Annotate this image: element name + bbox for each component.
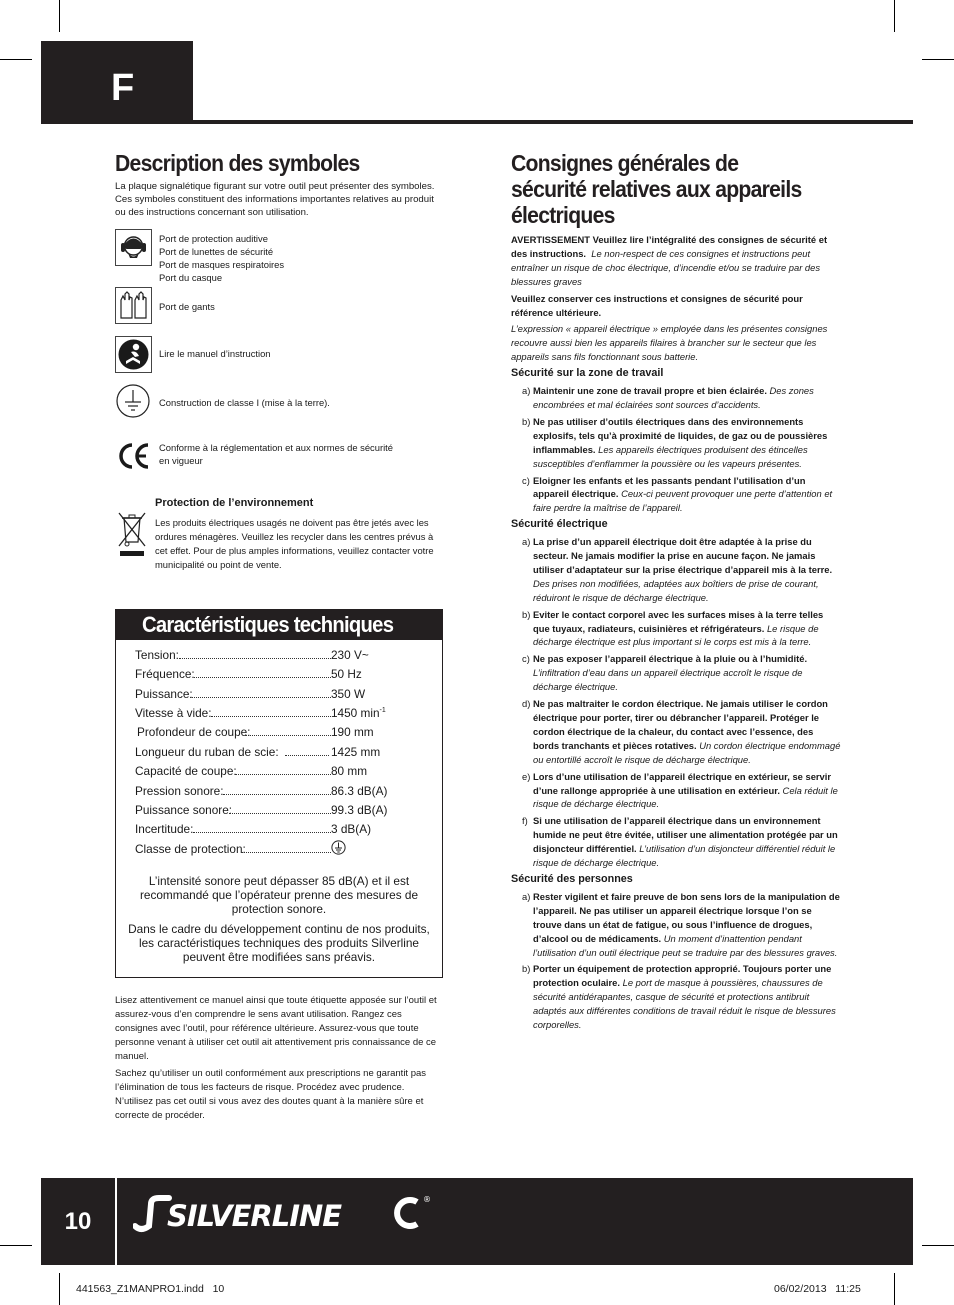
safety-item <box>511 814 841 870</box>
specs-box <box>115 609 443 978</box>
safety-item <box>511 890 841 960</box>
registered-mark: ® <box>423 1195 431 1204</box>
item-letter: c) <box>522 474 530 486</box>
specs-change-note: Dans le cadre du développement continu de nos produits, les caractéristiques techniques des produits Silverline peuvent être modifiées sans préavis. <box>128 922 430 964</box>
definition-italic: L’expression « appareil électrique » employée dans les présentes consignes recouvre aussi bien les appareils filaires à brancher sur le secteur que les appareils sans fils fonctionnant sous batterie. <box>511 323 828 363</box>
crop-mark <box>59 0 60 32</box>
safety-item <box>511 384 841 412</box>
safety-item <box>511 697 841 767</box>
silverline-logo <box>133 1192 433 1236</box>
section-heading: Sécurité des personnes <box>511 872 633 885</box>
spec-leader <box>229 803 331 814</box>
specs-header <box>116 610 442 640</box>
symbol-text: Lire le manuel d’instruction <box>159 348 271 359</box>
safety-item <box>511 535 841 605</box>
symbol-text: Port de gants <box>159 301 215 312</box>
print-slug-date: 06/02/2013 11:25 <box>774 1283 861 1295</box>
crop-mark <box>59 1273 60 1305</box>
spec-value: 230 V~ <box>331 648 369 662</box>
spec-label: Profondeur de coupe: <box>137 725 251 739</box>
specs-title: Caractéristiques techniques <box>142 612 394 637</box>
keep-bold: Veuillez conserver ces instructions et consignes de sécurité pour référence ultérieure. <box>511 292 803 318</box>
environment-text: Les produits électriques usagés ne doivent pas être jetés avec les ordures ménagères. Veuillez les recycler dans les centres prévus à cet effet. Pour de plus amples informations, veuillez contacter votre municipalité ou point de vente. <box>155 517 434 570</box>
item-bold: Maintenir une zone de travail propre et bien éclairée. <box>533 385 767 397</box>
spec-value: 86.3 dB(A) <box>331 784 388 798</box>
item-letter: b) <box>522 608 531 620</box>
spec-leader <box>285 745 329 756</box>
safety-title: Consignes générales de sécurité relatives aux appareils électriques <box>511 150 802 228</box>
item-italic: Un cordon électrique endommagé ou entortillé accroît le risque de décharge électrique. <box>533 739 841 765</box>
print-slug-file: 441563_Z1MANPRO1.indd 10 <box>76 1283 225 1295</box>
spec-value: 350 W <box>331 687 366 701</box>
warning-bold: AVERTISSEMENT Veuillez lire l’intégralité des consignes de sécurité et des instructions. <box>511 234 828 259</box>
spec-label: Classe de protection: <box>135 842 246 856</box>
language-tab-letter: F <box>111 67 135 109</box>
item-bold: Ne pas maltraiter le cordon électrique. Ne jamais utiliser le cordon électrique pour porter, tirer ou débrancher l’appareil. Protéger le cordon électrique de la chaleur, du contact avec l’essence, des bords tranchants et pièces rotatives. <box>533 698 828 751</box>
page-number: 10 <box>64 1207 92 1235</box>
section-heading: Sécurité électrique <box>511 518 608 531</box>
item-italic: Des prises non modifiées, adaptées aux boîtiers de prise de courant, réduiront le risque de décharge électrique. <box>533 577 819 603</box>
symbol-line: Port du casque <box>159 272 223 283</box>
safety-item <box>511 652 841 694</box>
spec-value: 1425 mm <box>331 745 381 759</box>
ppe-icon <box>115 229 152 266</box>
weee-bin-icon <box>115 510 149 558</box>
item-bold: Porter un équipement de protection approprié. Toujours porter une protection oculaire. <box>533 963 832 989</box>
item-italic: Ceux-ci peuvent provoquer une perte d’attention et faire perdre la maîtrise de l’appareil. <box>533 488 833 514</box>
language-tab <box>41 41 193 124</box>
item-letter: f) <box>522 815 528 827</box>
section-heading: Sécurité sur la zone de travail <box>511 367 664 380</box>
item-letter: b) <box>522 415 531 427</box>
spec-leader <box>223 784 331 795</box>
spec-leader <box>190 687 331 698</box>
crop-mark <box>0 59 32 60</box>
symbol-line: Port de masques respiratoires <box>159 259 285 270</box>
spec-value: 190 mm <box>331 725 374 739</box>
item-bold: La prise d’un appareil électrique doit être adaptée à la prise du secteur. Ne jamais modifier la prise en aucune façon. Ne jamais utiliser d’adaptateur sur la prise électrique d’appareil mis à la terre. <box>533 536 833 575</box>
item-bold: Ne pas utiliser d’outils électriques dans des environnements explosifs, tels qu’à proximité de liquides, de gaz ou de poussières inflammables. <box>533 415 828 455</box>
symbol-text <box>159 441 393 467</box>
crop-mark <box>922 1245 954 1246</box>
spec-label: Puissance: <box>135 687 193 701</box>
footer-bar <box>41 1178 913 1265</box>
earth-ground-icon <box>115 383 152 420</box>
safety-item <box>511 770 841 812</box>
item-bold: Rester vigilent et faire preuve de bon sens lors de la manipulation de l’appareil. Ne pas utiliser un appareil électrique lorsque l’on se trouve dans un état de fatigue, ou sous l’influence de drogues, d’alcool ou de médicaments. <box>533 890 840 944</box>
warning-paragraph <box>511 233 841 289</box>
symbol-line: Port de protection auditive <box>159 233 268 244</box>
symbol-text: Construction de classe I (mise à la terre). <box>159 397 330 408</box>
spec-leader <box>241 842 331 853</box>
crop-mark <box>894 1273 895 1305</box>
spec-label: Tension: <box>135 648 179 662</box>
crop-mark <box>922 59 954 60</box>
environment-title: Protection de l’environnement <box>155 497 314 509</box>
spec-leader <box>211 706 331 717</box>
item-bold: Eviter le contact corporel avec les surfaces mises à la terre telles que tuyaux, radiateurs, cuisinières et réfrigérateurs. <box>533 608 824 634</box>
spec-leader <box>179 648 331 659</box>
item-bold: Lors d’une utilisation de l’appareil électrique en extérieur, se servir d’une rallonge appropriée à une utilisation en extérieur. <box>533 770 832 796</box>
symbols-intro: La plaque signalétique figurant sur votre outil peut présenter des symboles. Ces symboles constituent des informations importantes relatives au produit ou des instructions concernant son utilisation. <box>115 181 435 219</box>
spec-leader <box>193 822 331 833</box>
item-italic: Cela réduit le risque de décharge électrique. <box>533 784 838 810</box>
item-italic: Le risque de décharge électrique est plus important si le corps est mis à la terre. <box>533 622 819 648</box>
spec-value: 80 mm <box>331 764 368 778</box>
item-letter: e) <box>522 770 531 782</box>
keep-paragraph <box>511 292 841 320</box>
ce-mark-icon <box>115 438 152 475</box>
spec-value <box>331 706 386 720</box>
item-letter: a) <box>522 385 531 397</box>
item-bold: Eloigner les enfants et les passants pendant l’utilisation d’un appareil électrique. <box>533 474 806 500</box>
item-italic: Un moment d’inattention pendant l’utilisation d’un outil électrique peut se traduire par des blessures graves. <box>533 932 838 958</box>
item-italic: L’infiltration d’eau dans un appareil électrique accroît le risque de décharge électrique. <box>533 667 803 693</box>
spec-label: Longueur du ruban de scie: <box>135 745 279 759</box>
symbol-text <box>159 232 284 284</box>
spec-leader <box>235 764 331 775</box>
read-manual-paragraph: Sachez qu’utiliser un outil conformément aux prescriptions ne garantit pas l’élimination de tous les facteurs de risque. Procédez avec prudence. N’utilisez pas cet outil si vous avez des doutes quant à la manière sûre et correcte de procéder. <box>115 1068 427 1121</box>
spec-label: Fréquence: <box>135 667 195 681</box>
spec-label: Capacité de coupe: <box>135 764 237 778</box>
symbol-line: en vigueur <box>159 455 203 466</box>
item-letter: a) <box>522 536 531 548</box>
header-rule <box>41 120 913 124</box>
specs-noise-note: L’intensité sonore peut dépasser 85 dB(A) et il est recommandé que l’opérateur prenne des mesures de protection sonore. <box>139 874 419 916</box>
spec-leader <box>245 725 331 736</box>
item-italic: L’utilisation d’un disjoncteur différentiel réduit le risque de décharge électrique. <box>533 843 836 869</box>
safety-item <box>511 474 841 516</box>
safety-body <box>511 233 841 1035</box>
item-italic: Le port de masque à poussières, chaussures de sécurité antidérapantes, casque de sécurité et protections antibruit adaptés aux différentes conditions de travail réduit le risque de blessures corporelles. <box>533 977 836 1031</box>
spec-value: 3 dB(A) <box>331 822 371 836</box>
warning-italic: Le non-respect de ces consignes et instructions peut entraîner un risque de choc électrique, d’incendie et/ou se traduire par des blessures graves <box>511 247 821 287</box>
class-ii-earth-icon <box>331 840 346 858</box>
item-letter: d) <box>522 698 531 710</box>
symbol-line: Conforme à la réglementation et aux normes de sécurité <box>159 442 393 453</box>
read-manual-icon <box>115 336 152 373</box>
spec-value: 99.3 dB(A) <box>331 803 388 817</box>
item-letter: c) <box>522 653 530 665</box>
definition-paragraph <box>511 322 841 364</box>
safety-item <box>511 608 841 650</box>
item-bold: Si une utilisation de l’appareil électrique dans un environnement humide ne peut être évitée, utiliser une alimentation protégée par un disjoncteur différentiel. <box>533 815 838 855</box>
symbols-title: Description des symboles <box>115 150 360 176</box>
spec-value-sup: -1 <box>379 707 386 715</box>
crop-mark <box>894 0 895 32</box>
spec-label: Vitesse à vide: <box>135 706 212 720</box>
item-letter: a) <box>522 890 531 902</box>
read-manual-paragraph: Lisez attentivement ce manuel ainsi que toute étiquette apposée sur l’outil et assurez-vous d’en comprendre le sens avant utilisation. Rangez ces consignes avec l’outil, pour référence ultérieure. Assurez-vous que toute personne venant à utiliser cet outil ait attentivement pris connaissance de ce manuel. <box>115 995 437 1062</box>
item-letter: b) <box>522 963 531 975</box>
spec-value: 50 Hz <box>331 667 362 681</box>
item-italic: Les appareils électriques produisent des étincelles susceptibles d’enflammer la poussière ou les vapeurs présentes. <box>533 443 808 469</box>
item-bold: Ne pas exposer l’appareil électrique à la pluie ou à l’humidité. <box>533 653 808 665</box>
crop-mark <box>0 1245 32 1246</box>
spec-label: Incertitude: <box>135 822 194 836</box>
footer-divider <box>115 1178 117 1265</box>
spec-value-text: 1450 min <box>331 706 380 720</box>
spec-label: Puissance sonore: <box>135 803 233 817</box>
gloves-icon <box>115 287 152 324</box>
logo-wordmark: SILVERLINE <box>167 1199 342 1233</box>
read-manual-text <box>115 994 440 1123</box>
item-italic: Des zones encombrées et mal éclairées sont sources d’accidents. <box>533 385 814 410</box>
symbol-line: Port de lunettes de sécurité <box>159 246 274 257</box>
safety-item <box>511 962 841 1032</box>
spec-leader <box>194 667 331 678</box>
spec-label: Pression sonore: <box>135 784 224 798</box>
safety-item <box>511 415 841 471</box>
